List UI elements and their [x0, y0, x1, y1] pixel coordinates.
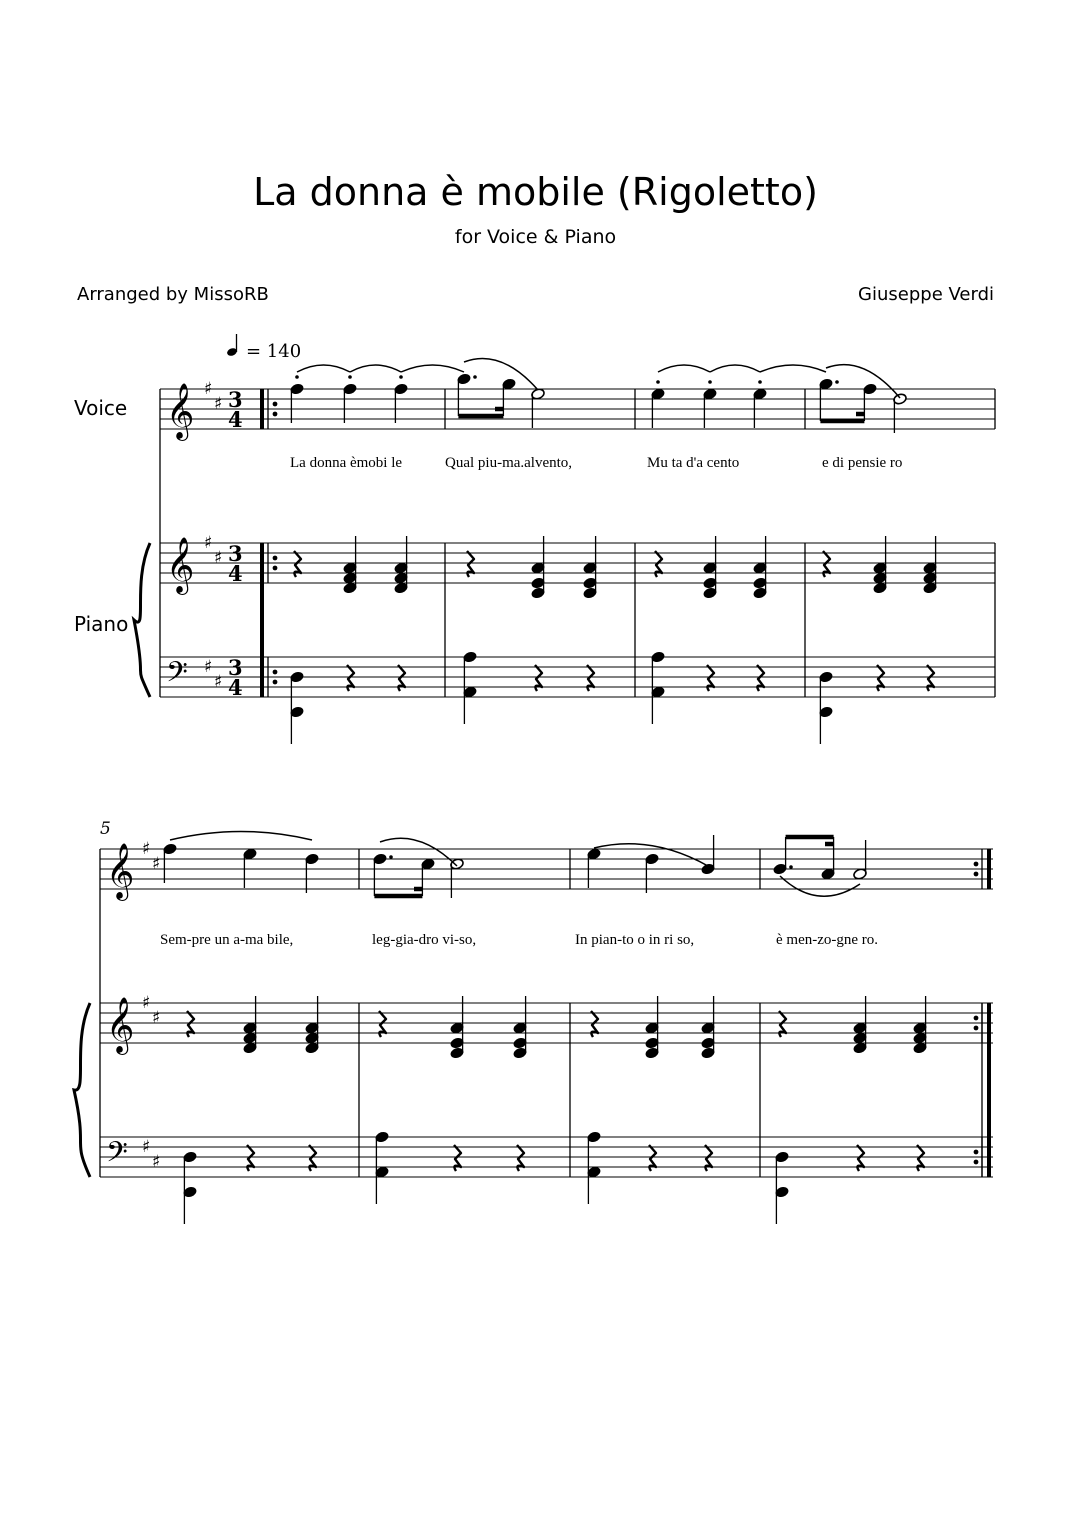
repeat-dot	[974, 1016, 979, 1021]
sharp-accidental: ♯	[152, 1008, 161, 1028]
piano-brace	[74, 1003, 90, 1177]
sharp-accidental: ♯	[204, 533, 213, 553]
sharp-accidental: ♯	[142, 839, 151, 859]
piano-instrument-label: Piano	[74, 612, 129, 636]
repeat-dot	[974, 1150, 979, 1155]
augmentation-dot	[789, 865, 793, 869]
slur	[380, 838, 457, 866]
augmentation-dot	[473, 375, 477, 379]
sharp-accidental: ♯	[204, 657, 213, 677]
treble-clef: 𝄞	[166, 537, 195, 593]
slur	[760, 365, 826, 372]
treble-clef: 𝄞	[166, 383, 195, 439]
augmentation-dot	[389, 855, 393, 859]
composer-credit: Giuseppe Verdi	[858, 284, 994, 305]
slur	[464, 359, 538, 391]
staccato-dot	[758, 380, 762, 384]
staccato-dot	[348, 375, 352, 379]
repeat-dot	[273, 566, 278, 571]
time-signature-top: 3	[228, 387, 243, 412]
bass-clef: 𝄢	[166, 656, 188, 696]
time-signature-top: 3	[228, 655, 243, 680]
sharp-accidental: ♯	[142, 993, 151, 1013]
slur	[170, 831, 312, 840]
page-title: La donna è mobile (Rigoletto)	[253, 170, 818, 214]
repeat-dot	[974, 872, 979, 877]
repeat-dot	[974, 1026, 979, 1031]
treble-clef: 𝄞	[106, 997, 135, 1053]
lyric-text: leg-gia-dro vi-so,	[372, 932, 477, 948]
lyric-text: La donna èmobi le	[290, 455, 403, 471]
staccato-dot	[399, 375, 403, 379]
slur	[350, 365, 401, 372]
staccato-dot	[295, 375, 299, 379]
slur	[658, 365, 710, 372]
sharp-accidental: ♯	[214, 548, 223, 568]
time-signature-top: 3	[228, 541, 243, 566]
staccato-dot	[656, 380, 660, 384]
repeat-dot	[974, 1160, 979, 1165]
lyric-text: Qual piu-ma.alvento,	[445, 455, 573, 471]
repeat-dot	[273, 402, 278, 407]
lyric-text: e di pensie ro	[822, 455, 903, 471]
slur	[710, 365, 760, 372]
sharp-accidental: ♯	[214, 672, 223, 692]
time-signature-bottom: 4	[228, 407, 243, 432]
lyric-text: In pian-to o in ri so,	[575, 932, 695, 948]
sharp-accidental: ♯	[142, 1137, 151, 1157]
slur	[297, 365, 350, 372]
repeat-dot	[273, 556, 278, 561]
repeat-dot	[273, 412, 278, 417]
sharp-accidental: ♯	[214, 394, 223, 414]
arranger-credit: Arranged by MissoRB	[77, 284, 269, 305]
lyric-text: Sem-pre un a-ma bile,	[160, 932, 294, 948]
treble-clef: 𝄞	[106, 843, 135, 899]
staccato-dot	[708, 380, 712, 384]
augmentation-dot	[835, 380, 839, 384]
slur	[401, 365, 464, 372]
lyric-text: Mu ta d'a cento	[647, 455, 740, 471]
repeat-dot	[273, 680, 278, 685]
repeat-dot	[974, 862, 979, 867]
lyric-text: è men-zo-gne ro.	[776, 932, 879, 948]
sharp-accidental: ♯	[204, 379, 213, 399]
sharp-accidental: ♯	[152, 1152, 161, 1172]
repeat-dot	[273, 670, 278, 675]
bass-clef: 𝄢	[106, 1136, 128, 1176]
time-signature-bottom: 4	[228, 561, 243, 586]
voice-instrument-label: Voice	[74, 396, 128, 420]
measure-number: 5	[100, 819, 111, 839]
sharp-accidental: ♯	[152, 854, 161, 874]
page-subtitle: for Voice & Piano	[454, 226, 617, 248]
piano-brace	[134, 543, 150, 697]
tempo-marking: = 140	[246, 341, 302, 362]
time-signature-bottom: 4	[228, 675, 243, 700]
